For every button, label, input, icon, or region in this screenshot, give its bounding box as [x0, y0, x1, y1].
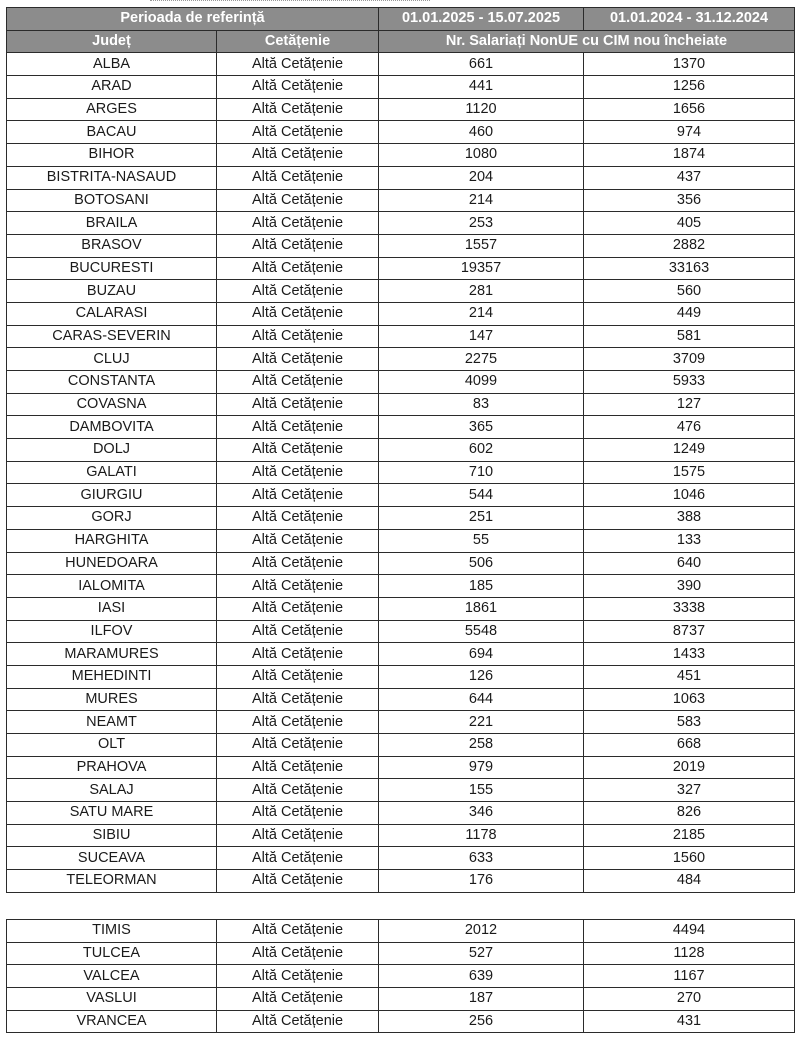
value-2024-cell: 583	[584, 711, 795, 734]
citizenship-cell: Altă Cetățenie	[217, 847, 379, 870]
table-row	[7, 552, 795, 575]
county-cell: DOLJ	[7, 439, 217, 462]
citizenship-cell: Altă Cetățenie	[217, 529, 379, 552]
value-2024-cell: 581	[584, 325, 795, 348]
value-2025-cell: 644	[379, 688, 584, 711]
citizenship-cell: Altă Cetățenie	[217, 416, 379, 439]
citizenship-cell: Altă Cetățenie	[217, 734, 379, 757]
citizenship-cell: Altă Cetățenie	[217, 484, 379, 507]
value-2024-cell: 1167	[584, 965, 795, 988]
table-row	[7, 234, 795, 257]
county-cell: BRASOV	[7, 234, 217, 257]
value-2025-cell: 204	[379, 166, 584, 189]
value-2024-cell: 2185	[584, 824, 795, 847]
value-2025-cell: 19357	[379, 257, 584, 280]
citizenship-cell: Altă Cetățenie	[217, 121, 379, 144]
value-2024-cell: 3338	[584, 597, 795, 620]
table-row	[7, 802, 795, 825]
value-2024-cell: 133	[584, 529, 795, 552]
value-2025-cell: 187	[379, 988, 584, 1011]
citizenship-cell: Altă Cetățenie	[217, 552, 379, 575]
value-2024-cell: 1256	[584, 76, 795, 99]
value-2025-cell: 460	[379, 121, 584, 144]
citizenship-cell: Altă Cetățenie	[217, 1010, 379, 1033]
value-2025-cell: 346	[379, 802, 584, 825]
citizenship-cell: Altă Cetățenie	[217, 212, 379, 235]
county-cell: BIHOR	[7, 144, 217, 167]
table-row	[7, 484, 795, 507]
value-2024-cell: 8737	[584, 620, 795, 643]
table-row	[7, 756, 795, 779]
value-2024-cell: 356	[584, 189, 795, 212]
value-2025-cell: 176	[379, 870, 584, 893]
citizenship-cell: Altă Cetățenie	[217, 439, 379, 462]
table-row	[7, 461, 795, 484]
table-row	[7, 597, 795, 620]
table-row	[7, 280, 795, 303]
county-cell: NEAMT	[7, 711, 217, 734]
county-cell: IALOMITA	[7, 575, 217, 598]
county-cell: SALAJ	[7, 779, 217, 802]
period-2024-header: 01.01.2024 - 31.12.2024	[584, 8, 795, 31]
county-cell: SUCEAVA	[7, 847, 217, 870]
value-2025-cell: 2275	[379, 348, 584, 371]
county-cell: MARAMURES	[7, 643, 217, 666]
value-2025-cell: 694	[379, 643, 584, 666]
citizenship-cell: Altă Cetățenie	[217, 824, 379, 847]
citizenship-cell: Altă Cetățenie	[217, 643, 379, 666]
value-2025-cell: 55	[379, 529, 584, 552]
value-2025-cell: 221	[379, 711, 584, 734]
county-cell: MURES	[7, 688, 217, 711]
value-2025-cell: 147	[379, 325, 584, 348]
table-row	[7, 665, 795, 688]
table-row	[7, 302, 795, 325]
value-2024-cell: 1046	[584, 484, 795, 507]
table-row	[7, 734, 795, 757]
citizenship-cell: Altă Cetățenie	[217, 756, 379, 779]
table-row	[7, 711, 795, 734]
employees-table-continued	[6, 919, 795, 1033]
county-cell: BOTOSANI	[7, 189, 217, 212]
value-2024-cell: 484	[584, 870, 795, 893]
value-2025-cell: 441	[379, 76, 584, 99]
county-cell: CONSTANTA	[7, 371, 217, 394]
table-row	[7, 575, 795, 598]
period-label: Perioada de referință	[7, 8, 379, 31]
county-cell: MEHEDINTI	[7, 665, 217, 688]
citizenship-cell: Altă Cetățenie	[217, 371, 379, 394]
citizenship-cell: Altă Cetățenie	[217, 393, 379, 416]
value-2025-cell: 4099	[379, 371, 584, 394]
citizenship-cell: Altă Cetățenie	[217, 711, 379, 734]
value-2024-cell: 826	[584, 802, 795, 825]
value-2024-cell: 1063	[584, 688, 795, 711]
county-cell: GORJ	[7, 507, 217, 530]
county-cell: BACAU	[7, 121, 217, 144]
county-cell: OLT	[7, 734, 217, 757]
table-row	[7, 371, 795, 394]
value-2025-cell: 5548	[379, 620, 584, 643]
table-row	[7, 98, 795, 121]
table-row	[7, 824, 795, 847]
table-row	[7, 257, 795, 280]
header-row-columns	[7, 30, 795, 53]
county-cell: VALCEA	[7, 965, 217, 988]
citizenship-cell: Altă Cetățenie	[217, 620, 379, 643]
citizenship-cell: Altă Cetățenie	[217, 461, 379, 484]
table-row	[7, 620, 795, 643]
table-row	[7, 1010, 795, 1033]
value-2025-cell: 1861	[379, 597, 584, 620]
citizenship-cell: Altă Cetățenie	[217, 870, 379, 893]
value-2024-cell: 437	[584, 166, 795, 189]
value-2025-cell: 633	[379, 847, 584, 870]
table-row	[7, 189, 795, 212]
table-row	[7, 76, 795, 99]
county-cell: HUNEDOARA	[7, 552, 217, 575]
value-2025-cell: 281	[379, 280, 584, 303]
value-2024-cell: 270	[584, 988, 795, 1011]
citizenship-cell: Altă Cetățenie	[217, 144, 379, 167]
value-2025-cell: 1178	[379, 824, 584, 847]
table-row	[7, 942, 795, 965]
county-cell: BRAILA	[7, 212, 217, 235]
county-cell: CALARASI	[7, 302, 217, 325]
citizenship-cell: Altă Cetățenie	[217, 166, 379, 189]
county-column-header: Județ	[7, 30, 217, 53]
county-cell: TULCEA	[7, 942, 217, 965]
county-cell: HARGHITA	[7, 529, 217, 552]
citizenship-column-header: Cetățenie	[217, 30, 379, 53]
county-cell: TELEORMAN	[7, 870, 217, 893]
value-2025-cell: 1080	[379, 144, 584, 167]
table-body-continued	[7, 920, 795, 1033]
county-cell: DAMBOVITA	[7, 416, 217, 439]
table-row	[7, 988, 795, 1011]
citizenship-cell: Altă Cetățenie	[217, 280, 379, 303]
value-2025-cell: 83	[379, 393, 584, 416]
citizenship-cell: Altă Cetățenie	[217, 325, 379, 348]
county-cell: CARAS-SEVERIN	[7, 325, 217, 348]
citizenship-cell: Altă Cetățenie	[217, 665, 379, 688]
metric-column-header: Nr. Salariați NonUE cu CIM nou încheiate	[379, 30, 795, 53]
value-2025-cell: 527	[379, 942, 584, 965]
value-2024-cell: 560	[584, 280, 795, 303]
county-cell: BUCURESTI	[7, 257, 217, 280]
citizenship-cell: Altă Cetățenie	[217, 189, 379, 212]
value-2024-cell: 1370	[584, 53, 795, 76]
county-cell: COVASNA	[7, 393, 217, 416]
citizenship-cell: Altă Cetățenie	[217, 302, 379, 325]
value-2024-cell: 449	[584, 302, 795, 325]
value-2024-cell: 390	[584, 575, 795, 598]
table-row	[7, 144, 795, 167]
value-2025-cell: 661	[379, 53, 584, 76]
value-2025-cell: 2012	[379, 920, 584, 943]
county-cell: GIURGIU	[7, 484, 217, 507]
county-cell: VASLUI	[7, 988, 217, 1011]
citizenship-cell: Altă Cetățenie	[217, 507, 379, 530]
table-row	[7, 870, 795, 893]
value-2025-cell: 185	[379, 575, 584, 598]
table-row	[7, 847, 795, 870]
value-2025-cell: 602	[379, 439, 584, 462]
value-2024-cell: 1560	[584, 847, 795, 870]
citizenship-cell: Altă Cetățenie	[217, 234, 379, 257]
county-cell: IASI	[7, 597, 217, 620]
value-2024-cell: 974	[584, 121, 795, 144]
value-2024-cell: 431	[584, 1010, 795, 1033]
citizenship-cell: Altă Cetățenie	[217, 53, 379, 76]
value-2024-cell: 451	[584, 665, 795, 688]
citizenship-cell: Altă Cetățenie	[217, 688, 379, 711]
citizenship-cell: Altă Cetățenie	[217, 597, 379, 620]
citizenship-cell: Altă Cetățenie	[217, 942, 379, 965]
county-cell: GALATI	[7, 461, 217, 484]
value-2024-cell: 1656	[584, 98, 795, 121]
value-2025-cell: 710	[379, 461, 584, 484]
county-cell: SIBIU	[7, 824, 217, 847]
value-2024-cell: 5933	[584, 371, 795, 394]
value-2025-cell: 1120	[379, 98, 584, 121]
table-row	[7, 643, 795, 666]
value-2025-cell: 214	[379, 302, 584, 325]
citizenship-cell: Altă Cetățenie	[217, 575, 379, 598]
value-2024-cell: 2019	[584, 756, 795, 779]
value-2024-cell: 127	[584, 393, 795, 416]
citizenship-cell: Altă Cetățenie	[217, 965, 379, 988]
citizenship-cell: Altă Cetățenie	[217, 779, 379, 802]
value-2024-cell: 1575	[584, 461, 795, 484]
county-cell: ILFOV	[7, 620, 217, 643]
table-body	[7, 53, 795, 892]
county-cell: VRANCEA	[7, 1010, 217, 1033]
value-2024-cell: 33163	[584, 257, 795, 280]
value-2024-cell: 1249	[584, 439, 795, 462]
value-2024-cell: 388	[584, 507, 795, 530]
county-cell: CLUJ	[7, 348, 217, 371]
county-cell: ARGES	[7, 98, 217, 121]
citizenship-cell: Altă Cetățenie	[217, 920, 379, 943]
employees-table	[6, 7, 795, 893]
county-cell: BISTRITA-NASAUD	[7, 166, 217, 189]
table-row	[7, 439, 795, 462]
table-row	[7, 920, 795, 943]
value-2025-cell: 544	[379, 484, 584, 507]
value-2025-cell: 1557	[379, 234, 584, 257]
table-row	[7, 348, 795, 371]
table-row	[7, 529, 795, 552]
value-2024-cell: 3709	[584, 348, 795, 371]
page-break-gap	[0, 909, 800, 919]
table-row	[7, 325, 795, 348]
citizenship-cell: Altă Cetățenie	[217, 257, 379, 280]
value-2025-cell: 258	[379, 734, 584, 757]
table-row	[7, 779, 795, 802]
county-cell: ARAD	[7, 76, 217, 99]
citizenship-cell: Altă Cetățenie	[217, 988, 379, 1011]
value-2024-cell: 640	[584, 552, 795, 575]
citizenship-cell: Altă Cetățenie	[217, 802, 379, 825]
value-2024-cell: 1874	[584, 144, 795, 167]
value-2024-cell: 1433	[584, 643, 795, 666]
table-row	[7, 212, 795, 235]
value-2025-cell: 506	[379, 552, 584, 575]
value-2024-cell: 405	[584, 212, 795, 235]
value-2024-cell: 476	[584, 416, 795, 439]
table-row	[7, 507, 795, 530]
table-row	[7, 965, 795, 988]
citizenship-cell: Altă Cetățenie	[217, 98, 379, 121]
value-2025-cell: 214	[379, 189, 584, 212]
table-row	[7, 393, 795, 416]
period-2025-header: 01.01.2025 - 15.07.2025	[379, 8, 584, 31]
value-2025-cell: 256	[379, 1010, 584, 1033]
value-2024-cell: 2882	[584, 234, 795, 257]
value-2025-cell: 365	[379, 416, 584, 439]
value-2025-cell: 979	[379, 756, 584, 779]
value-2024-cell: 327	[584, 779, 795, 802]
value-2024-cell: 668	[584, 734, 795, 757]
table-row	[7, 121, 795, 144]
table-row	[7, 416, 795, 439]
table-row	[7, 688, 795, 711]
value-2025-cell: 126	[379, 665, 584, 688]
citizenship-cell: Altă Cetățenie	[217, 348, 379, 371]
county-cell: BUZAU	[7, 280, 217, 303]
county-cell: ALBA	[7, 53, 217, 76]
value-2025-cell: 251	[379, 507, 584, 530]
value-2025-cell: 155	[379, 779, 584, 802]
county-cell: SATU MARE	[7, 802, 217, 825]
value-2024-cell: 1128	[584, 942, 795, 965]
county-cell: TIMIS	[7, 920, 217, 943]
county-cell: PRAHOVA	[7, 756, 217, 779]
header-row-period	[7, 8, 795, 31]
value-2024-cell: 4494	[584, 920, 795, 943]
value-2025-cell: 253	[379, 212, 584, 235]
value-2025-cell: 639	[379, 965, 584, 988]
table-row	[7, 53, 795, 76]
citizenship-cell: Altă Cetățenie	[217, 76, 379, 99]
table-row	[7, 166, 795, 189]
